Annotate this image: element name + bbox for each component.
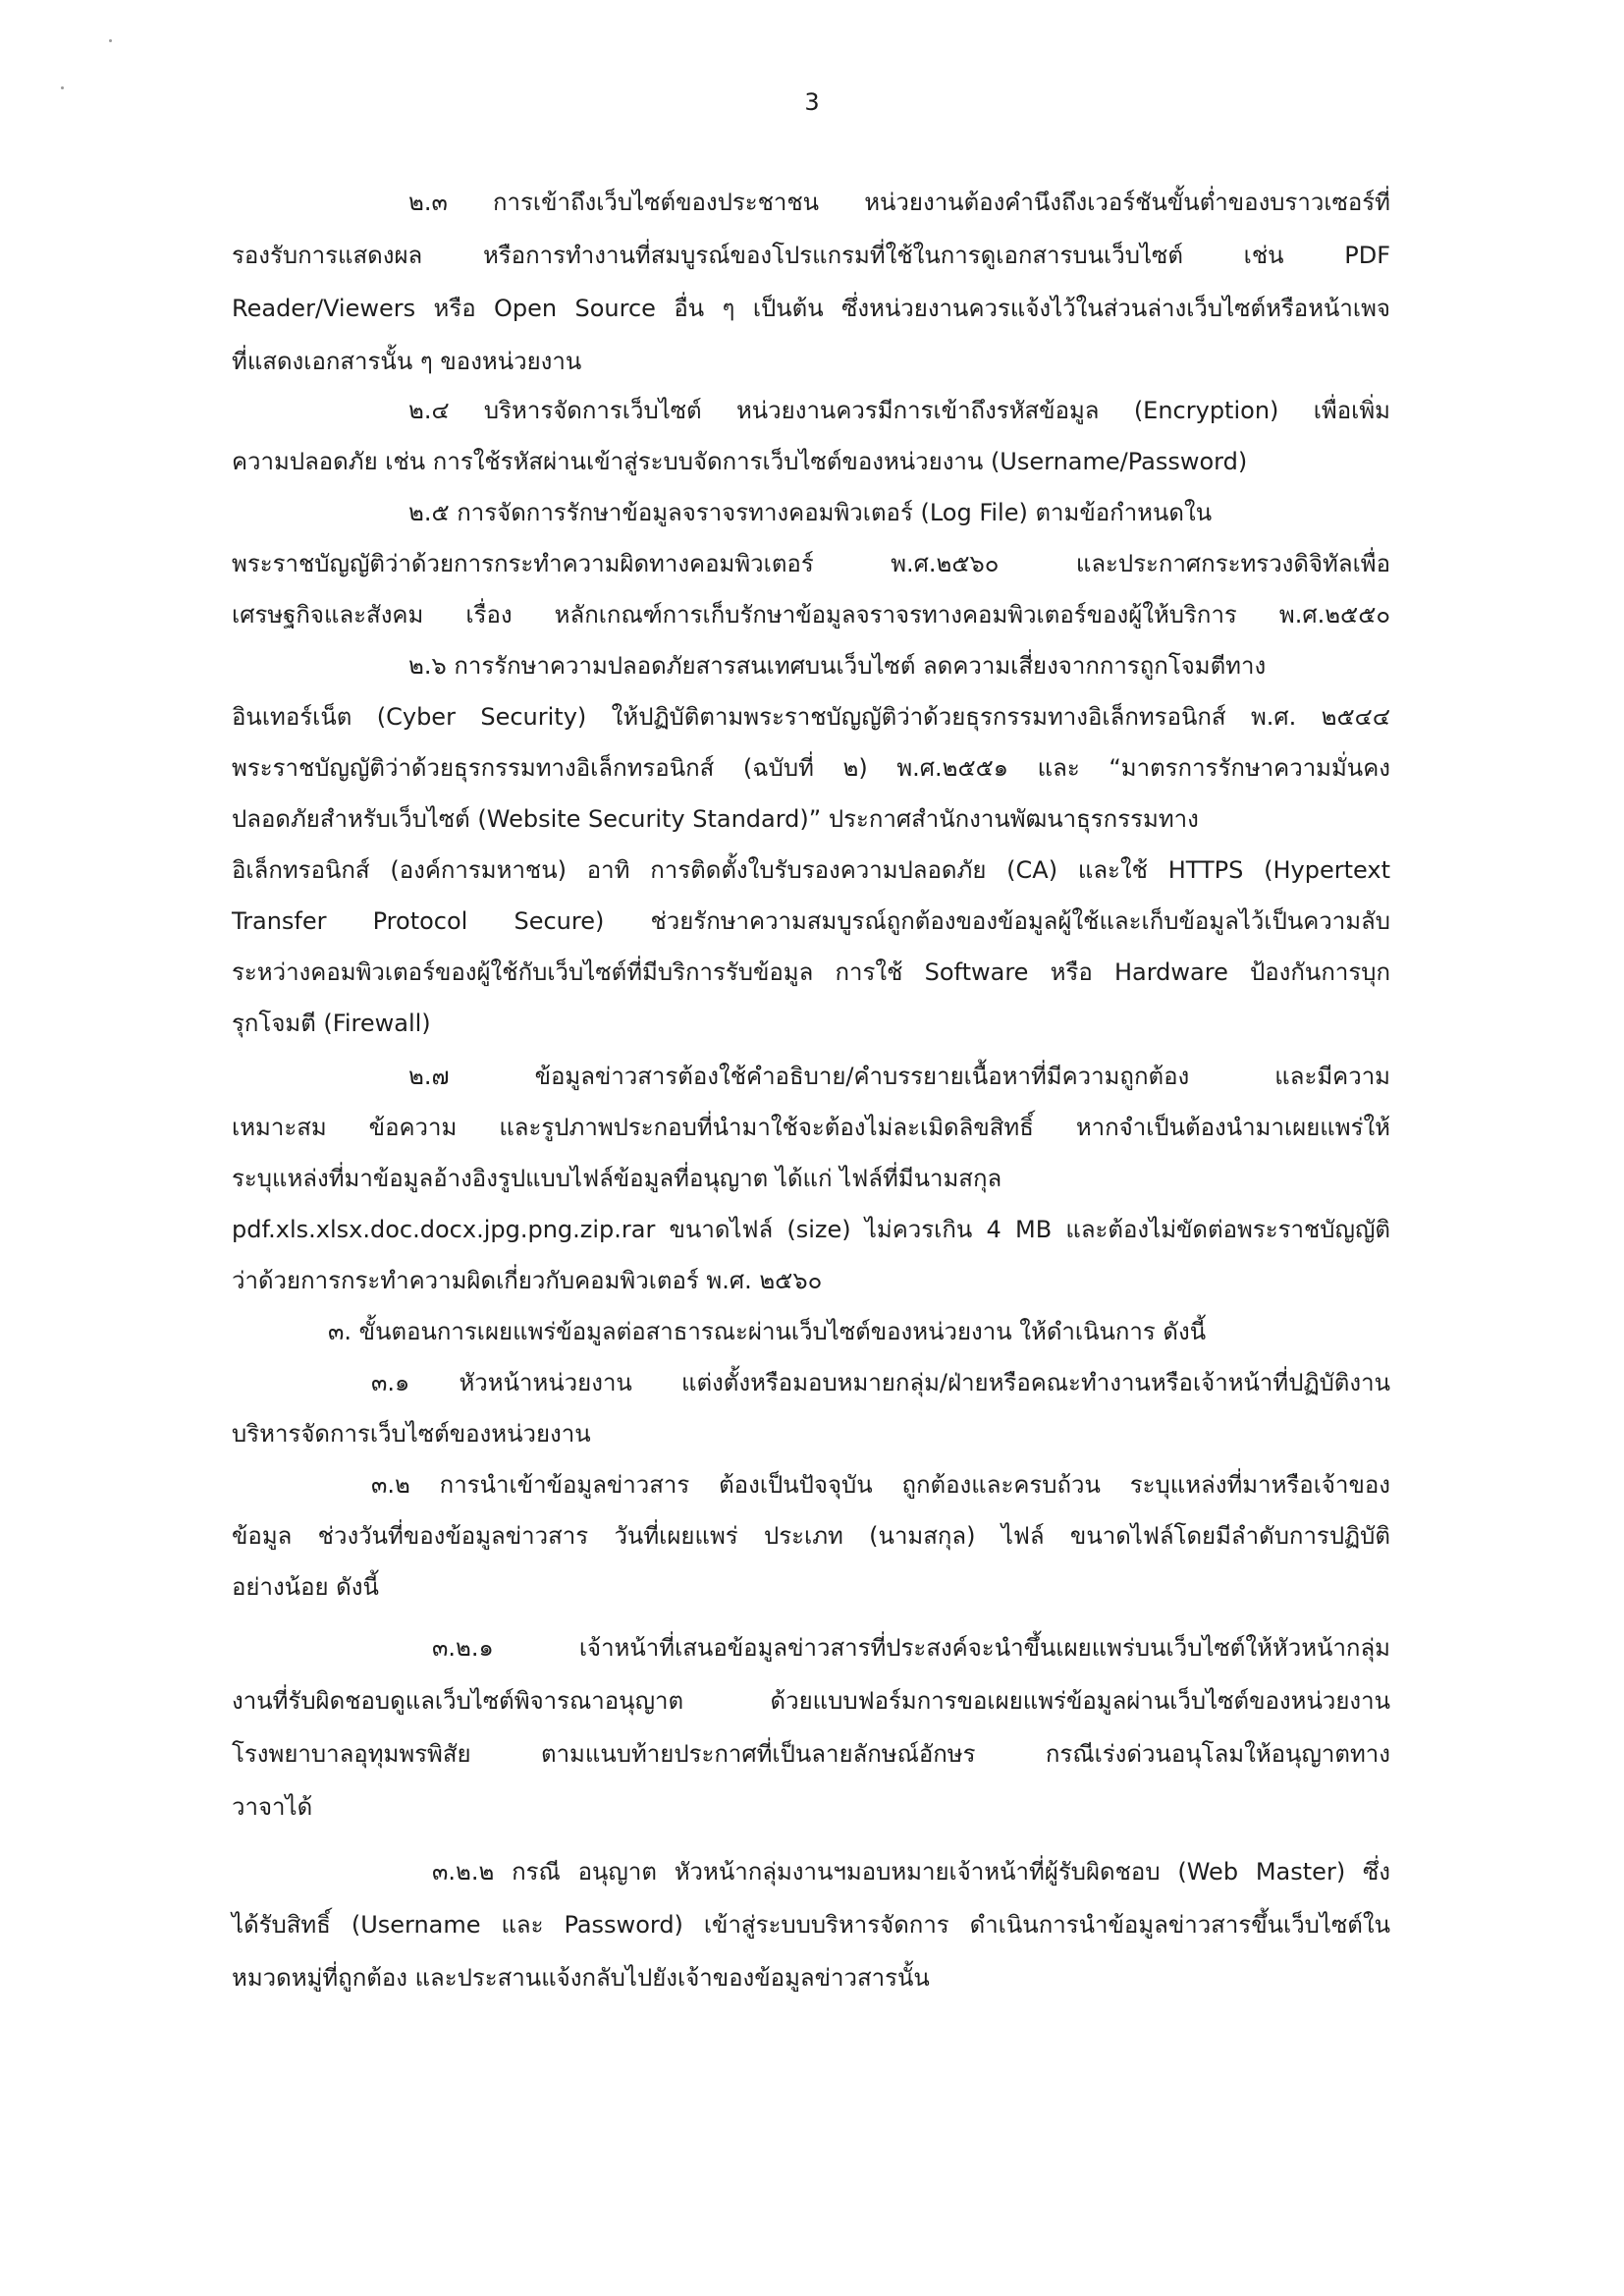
page-number: 3	[804, 88, 820, 116]
paragraph-line: พระราชบัญญัติว่าด้วยการกระทำความผิดทางคอมพิวเตอร์ พ.ศ.๒๕๖๐ และประกาศกระทรวงดิจิทัลเพื่อ	[232, 550, 1390, 577]
paragraph-line: ๓.๒.๑ เจ้าหน้าที่เสนอข้อมูลข่าวสารที่ประสงค์จะนำขึ้นเผยแพร่บนเว็บไซต์ให้หัวหน้ากลุ่ม	[432, 1634, 1390, 1662]
paragraph-line: ๓.๒.๒ กรณี อนุญาต หัวหน้ากลุ่มงานฯมอบหมายเจ้าหน้าที่ผู้รับผิดชอบ (Web Master) ซึ่ง	[432, 1858, 1390, 1886]
paragraph-line: พระราชบัญญัติว่าด้วยธุรกรรมทางอิเล็กทรอนิกส์ (ฉบับที่ ๒) พ.ศ.๒๕๕๑ และ “มาตรการรักษาความมั่นคง	[232, 754, 1390, 782]
paragraph-line: ๓.๑ หัวหน้าหน่วยงาน แต่งตั้งหรือมอบหมายกลุ่ม/ฝ่ายหรือคณะทำงานหรือเจ้าหน้าที่ปฏิบัติงาน	[371, 1369, 1390, 1396]
paragraph-line: ว่าด้วยการกระทำความผิดเกี่ยวกับคอมพิวเตอร์ พ.ศ. ๒๕๖๐	[232, 1267, 823, 1294]
paragraph-line: ได้รับสิทธิ์ (Username และ Password) เข้าสู่ระบบบริหารจัดการ ดำเนินการนำข้อมูลข่าวสารขึ้นเว็บไซต์ใน	[232, 1911, 1390, 1939]
paragraph-line: ๒.๓ การเข้าถึงเว็บไซต์ของประชาชน หน่วยงานต้องคำนึงถึงเวอร์ชันขั้นต่ำของบราวเซอร์ที่	[408, 189, 1390, 216]
paragraph-line: ๒.๔ บริหารจัดการเว็บไซต์ หน่วยงานควรมีการเข้าถึงรหัสข้อมูล (Encryption) เพื่อเพิ่ม	[408, 397, 1390, 424]
paragraph-line: โรงพยาบาลอุทุมพรพิสัย ตามแนบท้ายประกาศที่เป็นลายลักษณ์อักษร กรณีเร่งด่วนอนุโลมให้อนุญาตทาง	[232, 1740, 1390, 1768]
paragraph-line: อินเทอร์เน็ต (Cyber Security) ให้ปฏิบัติตามพระราชบัญญัติว่าด้วยธุรกรรมทางอิเล็กทรอนิกส์ พ.ศ. ๒๕๔๔	[232, 703, 1390, 731]
paragraph-line: อย่างน้อย ดังนี้	[232, 1573, 379, 1601]
scan-speck	[109, 39, 112, 42]
paragraph-line: งานที่รับผิดชอบดูแลเว็บไซต์พิจารณาอนุญาต ด้วยแบบฟอร์มการขอเผยแพร่ข้อมูลผ่านเว็บไซต์ของหน่วยงาน	[232, 1687, 1390, 1715]
paragraph-line: ปลอดภัยสำหรับเว็บไซต์ (Website Security Standard)” ประกาศสำนักงานพัฒนาธุรกรรมทาง	[232, 805, 1199, 833]
paragraph-line: หมวดหมู่ที่ถูกต้อง และประสานแจ้งกลับไปยังเจ้าของข้อมูลข่าวสารนั้น	[232, 1964, 930, 1992]
paragraph-line: รองรับการแสดงผล หรือการทำงานที่สมบูรณ์ของโปรแกรมที่ใช้ในการดูเอกสารบนเว็บไซต์ เช่น PDF	[232, 242, 1390, 269]
paragraph-line: เศรษฐกิจและสังคม เรื่อง หลักเกณฑ์การเก็บรักษาข้อมูลจราจรทางคอมพิวเตอร์ของผู้ให้บริการ พ.ศ.๒๕๕๐	[232, 601, 1390, 629]
paragraph-line: ข้อมูล ช่วงวันที่ของข้อมูลข่าวสาร วันที่เผยแพร่ ประเภท (นามสกุล) ไฟล์ ขนาดไฟล์โดยมีลำดับการปฏิบัติ	[232, 1522, 1390, 1550]
paragraph-line: บริหารจัดการเว็บไซต์ของหน่วยงาน	[232, 1420, 591, 1448]
paragraph-line: วาจาได้	[232, 1793, 313, 1821]
paragraph-line: Reader/Viewers หรือ Open Source อื่น ๆ เป็นต้น ซึ่งหน่วยงานควรแจ้งไว้ในส่วนล่างเว็บไซต์หรือหน้าเพจ	[232, 295, 1390, 322]
paragraph-line: ที่แสดงเอกสารนั้น ๆ ของหน่วยงาน	[232, 348, 582, 375]
paragraph-line: อิเล็กทรอนิกส์ (องค์การมหาชน) อาทิ การติดตั้งใบรับรองความปลอดภัย (CA) และใช้ HTTPS (Hypertext	[232, 856, 1390, 884]
paragraph-line: ๒.๕ การจัดการรักษาข้อมูลจราจรทางคอมพิวเตอร์ (Log File) ตามข้อกำหนดใน	[408, 499, 1213, 526]
section-heading: ๓. ขั้นตอนการเผยแพร่ข้อมูลต่อสาธารณะผ่านเว็บไซต์ของหน่วยงาน ให้ดำเนินการ ดังนี้	[328, 1318, 1207, 1345]
paragraph-line: Transfer Protocol Secure) ช่วยรักษาความสมบูรณ์ถูกต้องของข้อมูลผู้ใช้และเก็บข้อมูลไว้เป็นความลับ	[232, 907, 1390, 935]
paragraph-line: ระบุแหล่งที่มาข้อมูลอ้างอิงรูปแบบไฟล์ข้อมูลที่อนุญาต ได้แก่ ไฟล์ที่มีนามสกุล	[232, 1165, 1002, 1192]
paragraph-line: ๓.๒ การนำเข้าข้อมูลข่าวสาร ต้องเป็นปัจจุบัน ถูกต้องและครบถ้วน ระบุแหล่งที่มาหรือเจ้าของ	[371, 1471, 1390, 1499]
paragraph-line: ๒.๖ การรักษาความปลอดภัยสารสนเทศบนเว็บไซต์ ลดความเสี่ยงจากการถูกโจมตีทาง	[408, 652, 1267, 680]
paragraph-line: รุกโจมตี (Firewall)	[232, 1010, 431, 1037]
paragraph-line: ระหว่างคอมพิวเตอร์ของผู้ใช้กับเว็บไซต์ที่มีบริการรับข้อมูล การใช้ Software หรือ Hardware ป้องกันการบุก	[232, 958, 1391, 986]
paragraph-line: ๒.๗ ข้อมูลข่าวสารต้องใช้คำอธิบาย/คำบรรยายเนื้อหาที่มีความถูกต้อง และมีความ	[408, 1063, 1390, 1090]
paragraph-line: ความปลอดภัย เช่น การใช้รหัสผ่านเข้าสู่ระบบจัดการเว็บไซต์ของหน่วยงาน (Username/Password)	[232, 448, 1248, 475]
paragraph-line: pdf.xls.xlsx.doc.docx.jpg.png.zip.rar ขนาดไฟล์ (size) ไม่ควรเกิน 4 MB และต้องไม่ขัดต่อพระราชบัญญัติ	[232, 1216, 1390, 1243]
paragraph-line: เหมาะสม ข้อความ และรูปภาพประกอบที่นำมาใช้จะต้องไม่ละเมิดลิขสิทธิ์ หากจำเป็นต้องนำมาเผยแพร่ให้	[232, 1114, 1390, 1141]
